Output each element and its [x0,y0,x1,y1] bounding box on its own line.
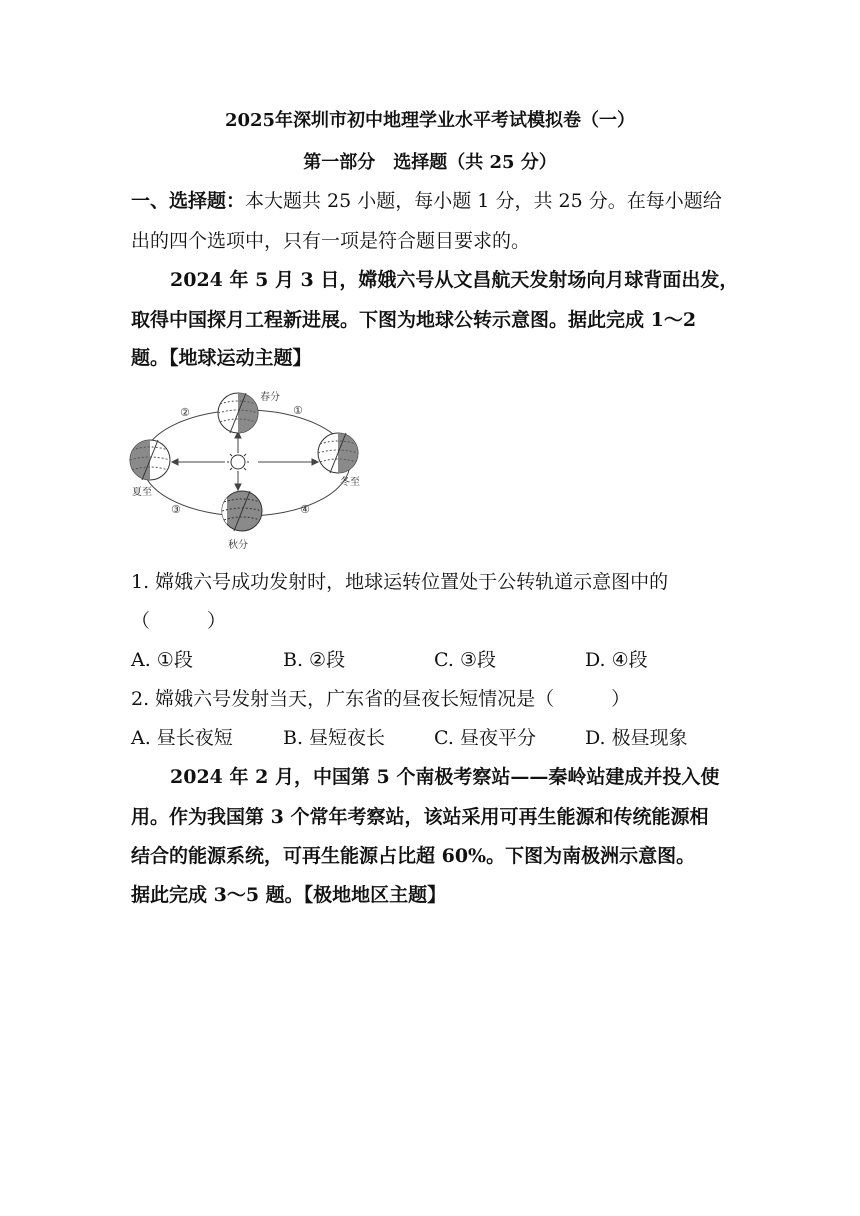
section-heading: 一、选择题： [131,190,246,212]
q1-stem: 1. 嫦娥六号成功发射时，地球运转位置处于公转轨道示意图中的 [131,571,669,593]
q1-option-d[interactable]: D. ④段 [585,649,648,671]
sun-icon [231,455,245,469]
passage2-line-2: 用。作为我国第 3 个常年考察站，该站采用可再生能源和传统能源相 [131,806,709,828]
label-autumn: 秋分 [228,540,248,551]
q2-stem: 2. 嫦娥六号发射当天，广东省的昼夜长短情况是（ ） [131,688,631,710]
label-spring: 春分 [260,392,280,403]
label-seg-4: ④ [300,503,310,516]
label-winter: 冬至 [340,477,360,488]
q2-option-d[interactable]: D. 极昼现象 [585,727,688,749]
section-instruction [131,186,722,213]
section-instruction-line-2: 出的四个选项中，只有一项是符合题目要求的。 [131,230,531,252]
passage2-line-4: 据此完成 3～5 题。【极地地区主题】 [131,884,447,906]
earth-spring-equinox [218,388,263,438]
q1-option-a[interactable]: A. ①段 [131,649,193,671]
label-seg-2: ② [180,406,190,419]
passage1-line-3: 题。【地球运动主题】 [131,347,312,369]
q1-option-c[interactable]: C. ③段 [434,649,496,671]
earth-winter-solstice [318,428,363,478]
q1-blank: （ ） [131,610,227,632]
exam-title: 2025年深圳市初中地理学业水平考试模拟卷（一） [224,110,636,131]
label-summer: 夏至 [132,487,152,498]
passage1-line-2: 取得中国探月工程新进展。下图为地球公转示意图。据此完成 1～2 [131,309,697,331]
part-title: 第一部分 选择题（共 25 分） [303,152,557,173]
passage2-line-3: 结合的能源系统，可再生能源占比超 60%。下图为南极洲示意图。 [131,845,696,867]
earth-autumn-equinox [217,486,262,536]
q2-option-c[interactable]: C. 昼夜平分 [434,727,536,749]
q2-option-a[interactable]: A. 昼长夜短 [131,727,233,749]
q1-option-b[interactable]: B. ②段 [283,649,346,671]
label-seg-3: ③ [171,503,181,516]
passage1-line-1: 2024 年 5 月 3 日，嫦娥六号从文昌航天发射场向月球背面出发， [170,269,739,291]
label-seg-1: ① [293,404,303,417]
earth-summer-solstice [128,436,170,486]
section-instruction-line-1: 本大题共 25 小题，每小题 1 分，共 25 分。在每小题给 [245,190,722,212]
earth-revolution-diagram [128,378,368,556]
passage2-line-1: 2024 年 2 月，中国第 5 个南极考察站——秦岭站建成并投入使 [170,766,720,788]
q2-option-b[interactable]: B. 昼短夜长 [283,727,386,749]
